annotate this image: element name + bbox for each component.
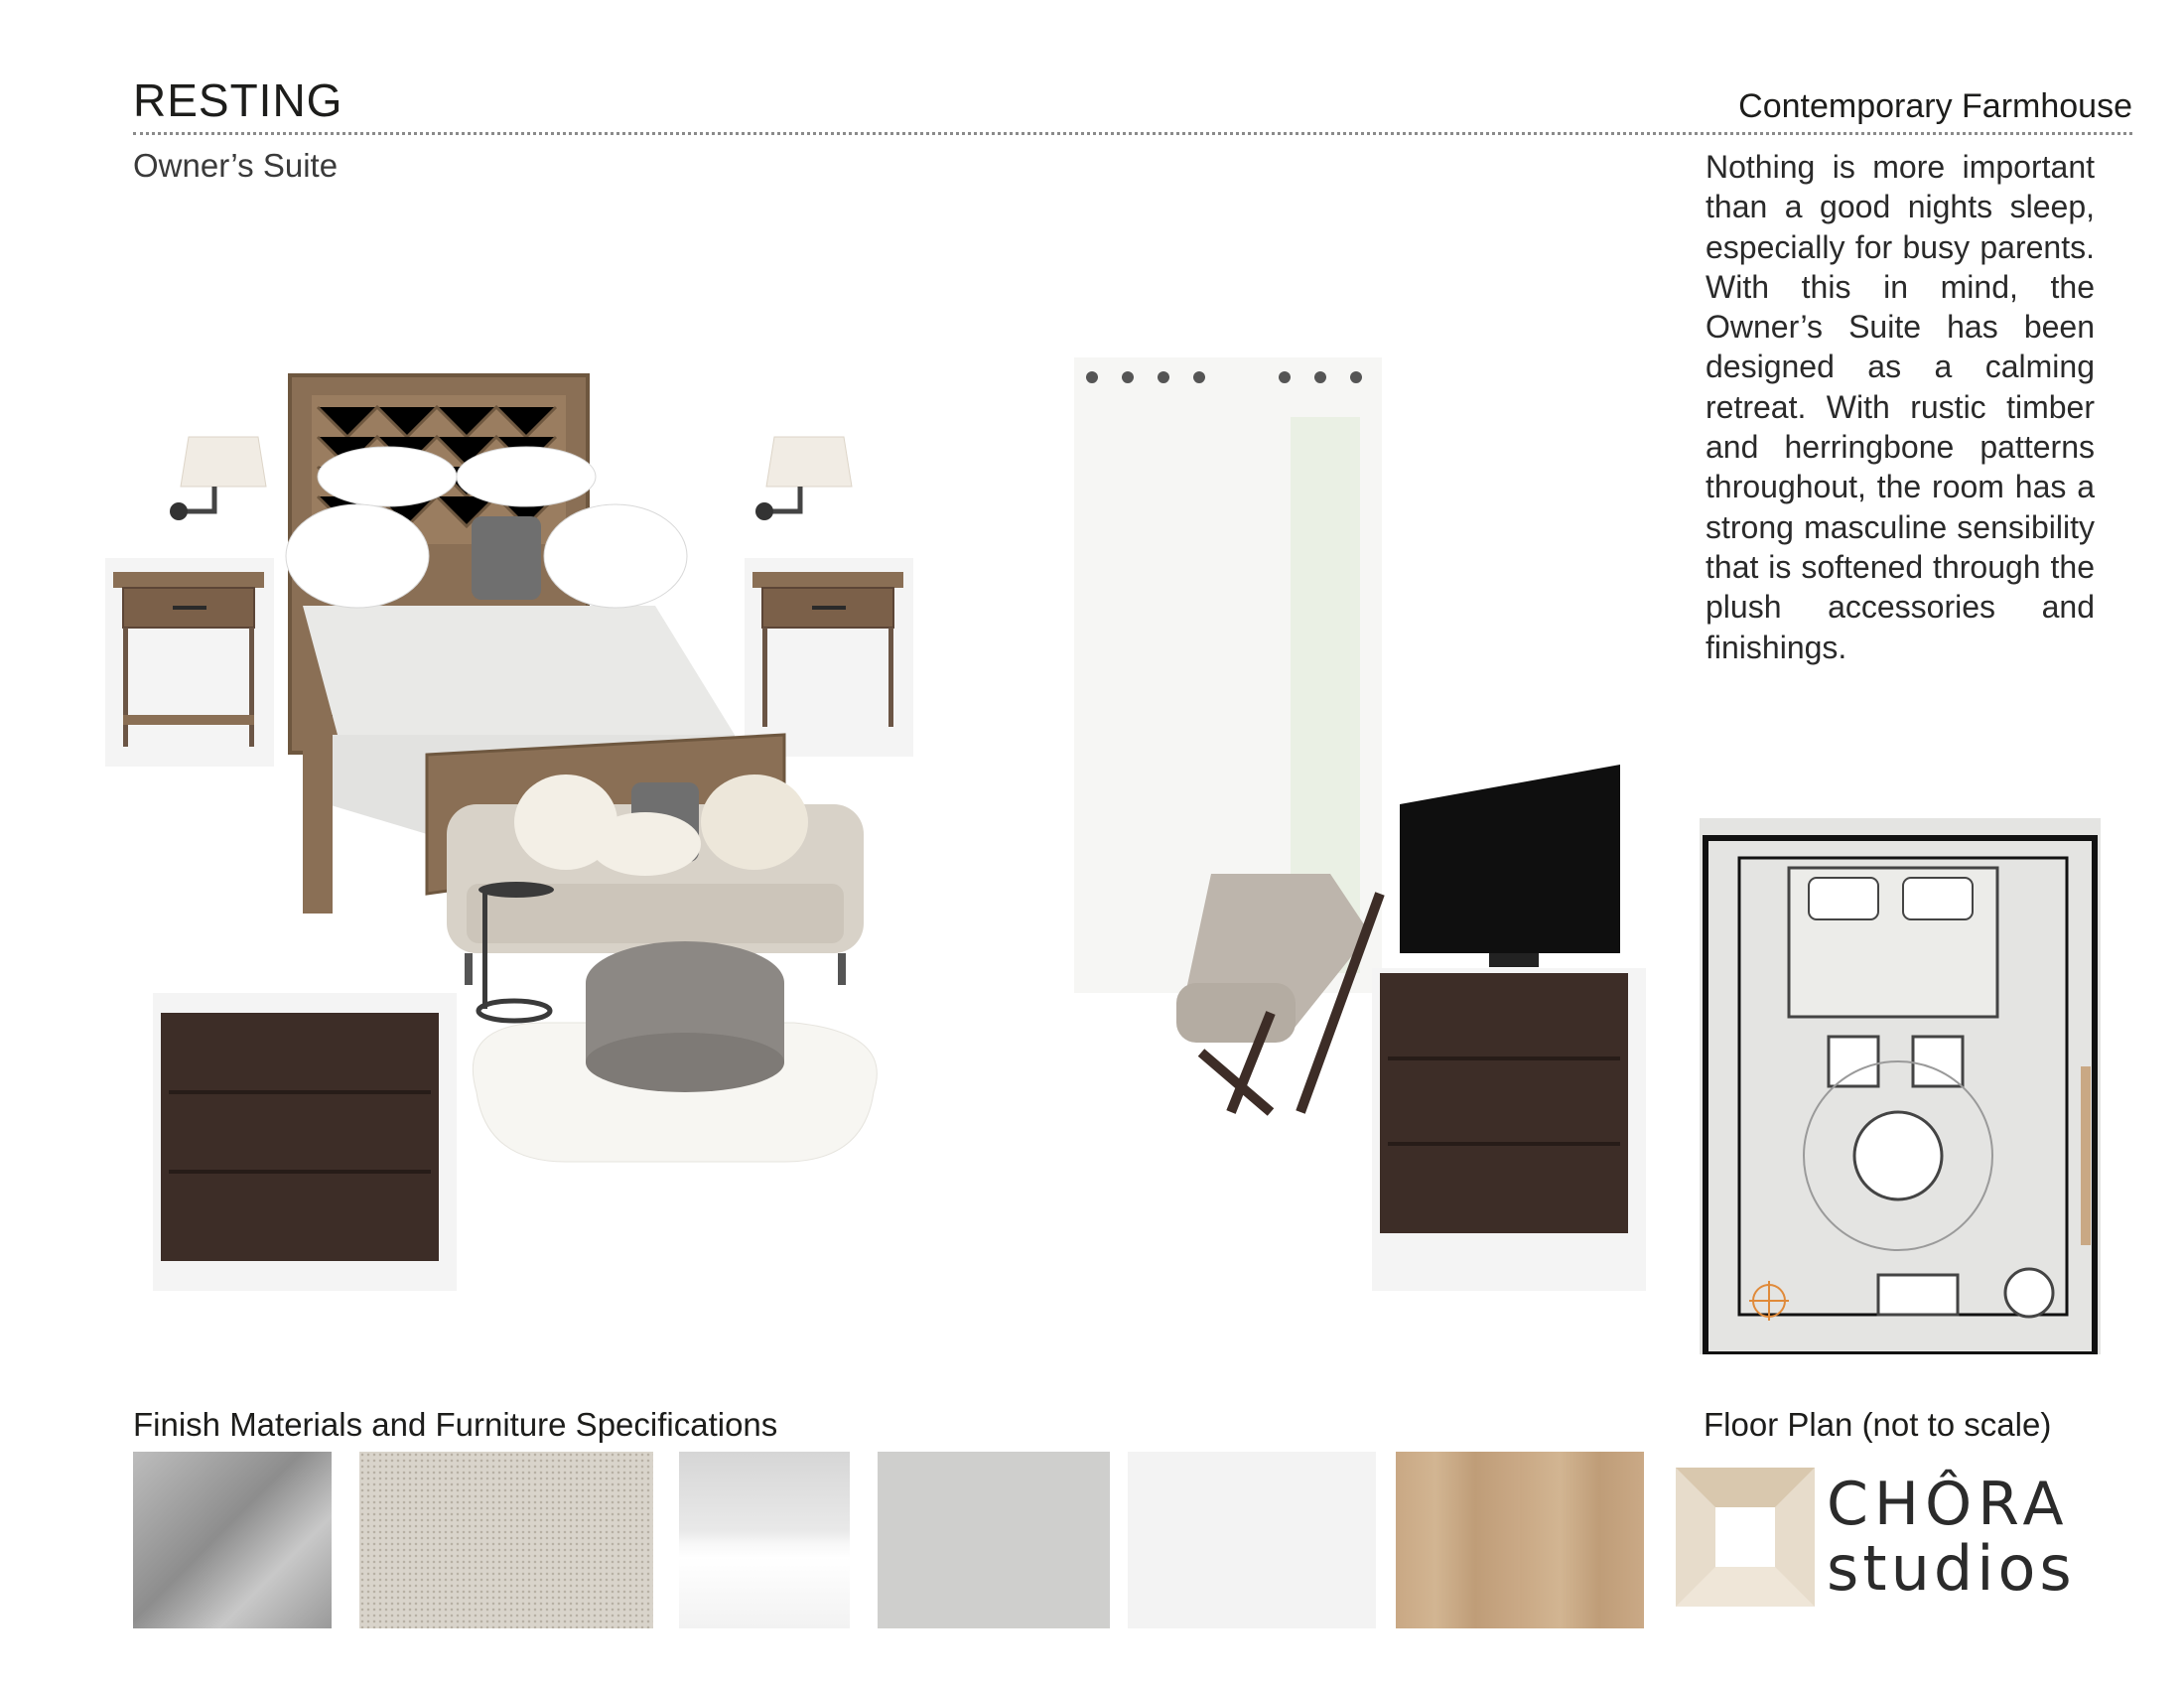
left-dresser-image bbox=[153, 993, 457, 1291]
floor-plan-image bbox=[1700, 818, 2101, 1354]
furniture-moodboard bbox=[99, 338, 1648, 1291]
right-nightstand-image bbox=[745, 558, 913, 757]
sheepskin-rug-and-pouf-image bbox=[473, 941, 877, 1162]
header-divider bbox=[133, 132, 2132, 135]
left-nightstand-image bbox=[105, 558, 274, 767]
swatch-light-grey-paint bbox=[878, 1452, 1110, 1628]
swatch-grey-linen bbox=[133, 1452, 332, 1628]
materials-section-title: Finish Materials and Furniture Specifications bbox=[133, 1406, 778, 1443]
logo-mark-icon bbox=[1676, 1468, 1825, 1607]
design-description: Nothing is more important than a good nights sleep, especially for busy parents. With this in mind, the Owner’s Suite has been designed as a calming retreat. With rustic timber and herringbone patterns throughout, the room has a strong masculine sensibility that is softened through the plush accessories and finishings. bbox=[1706, 149, 2095, 665]
page-subtitle: Owner’s Suite bbox=[133, 147, 339, 184]
floor-plan-title: Floor Plan (not to scale) bbox=[1704, 1406, 2052, 1443]
television-image bbox=[1400, 765, 1620, 967]
swatch-white-baseboard bbox=[679, 1452, 850, 1628]
style-name: Contemporary Farmhouse bbox=[1738, 87, 2132, 125]
swatch-oak-flooring bbox=[1396, 1452, 1644, 1628]
right-wall-lamp-image bbox=[755, 437, 852, 520]
chora-studios-logo bbox=[1668, 1468, 2085, 1617]
logo-line-studios: studios bbox=[1827, 1532, 2076, 1605]
swatch-white-paint bbox=[1128, 1452, 1376, 1628]
logo-line-chora: CHÔRA bbox=[1827, 1470, 2070, 1539]
page-title: RESTING bbox=[133, 74, 343, 126]
swatch-speckled-carpet bbox=[359, 1452, 653, 1628]
left-wall-lamp-image bbox=[170, 437, 266, 520]
right-dresser-image bbox=[1372, 968, 1646, 1291]
